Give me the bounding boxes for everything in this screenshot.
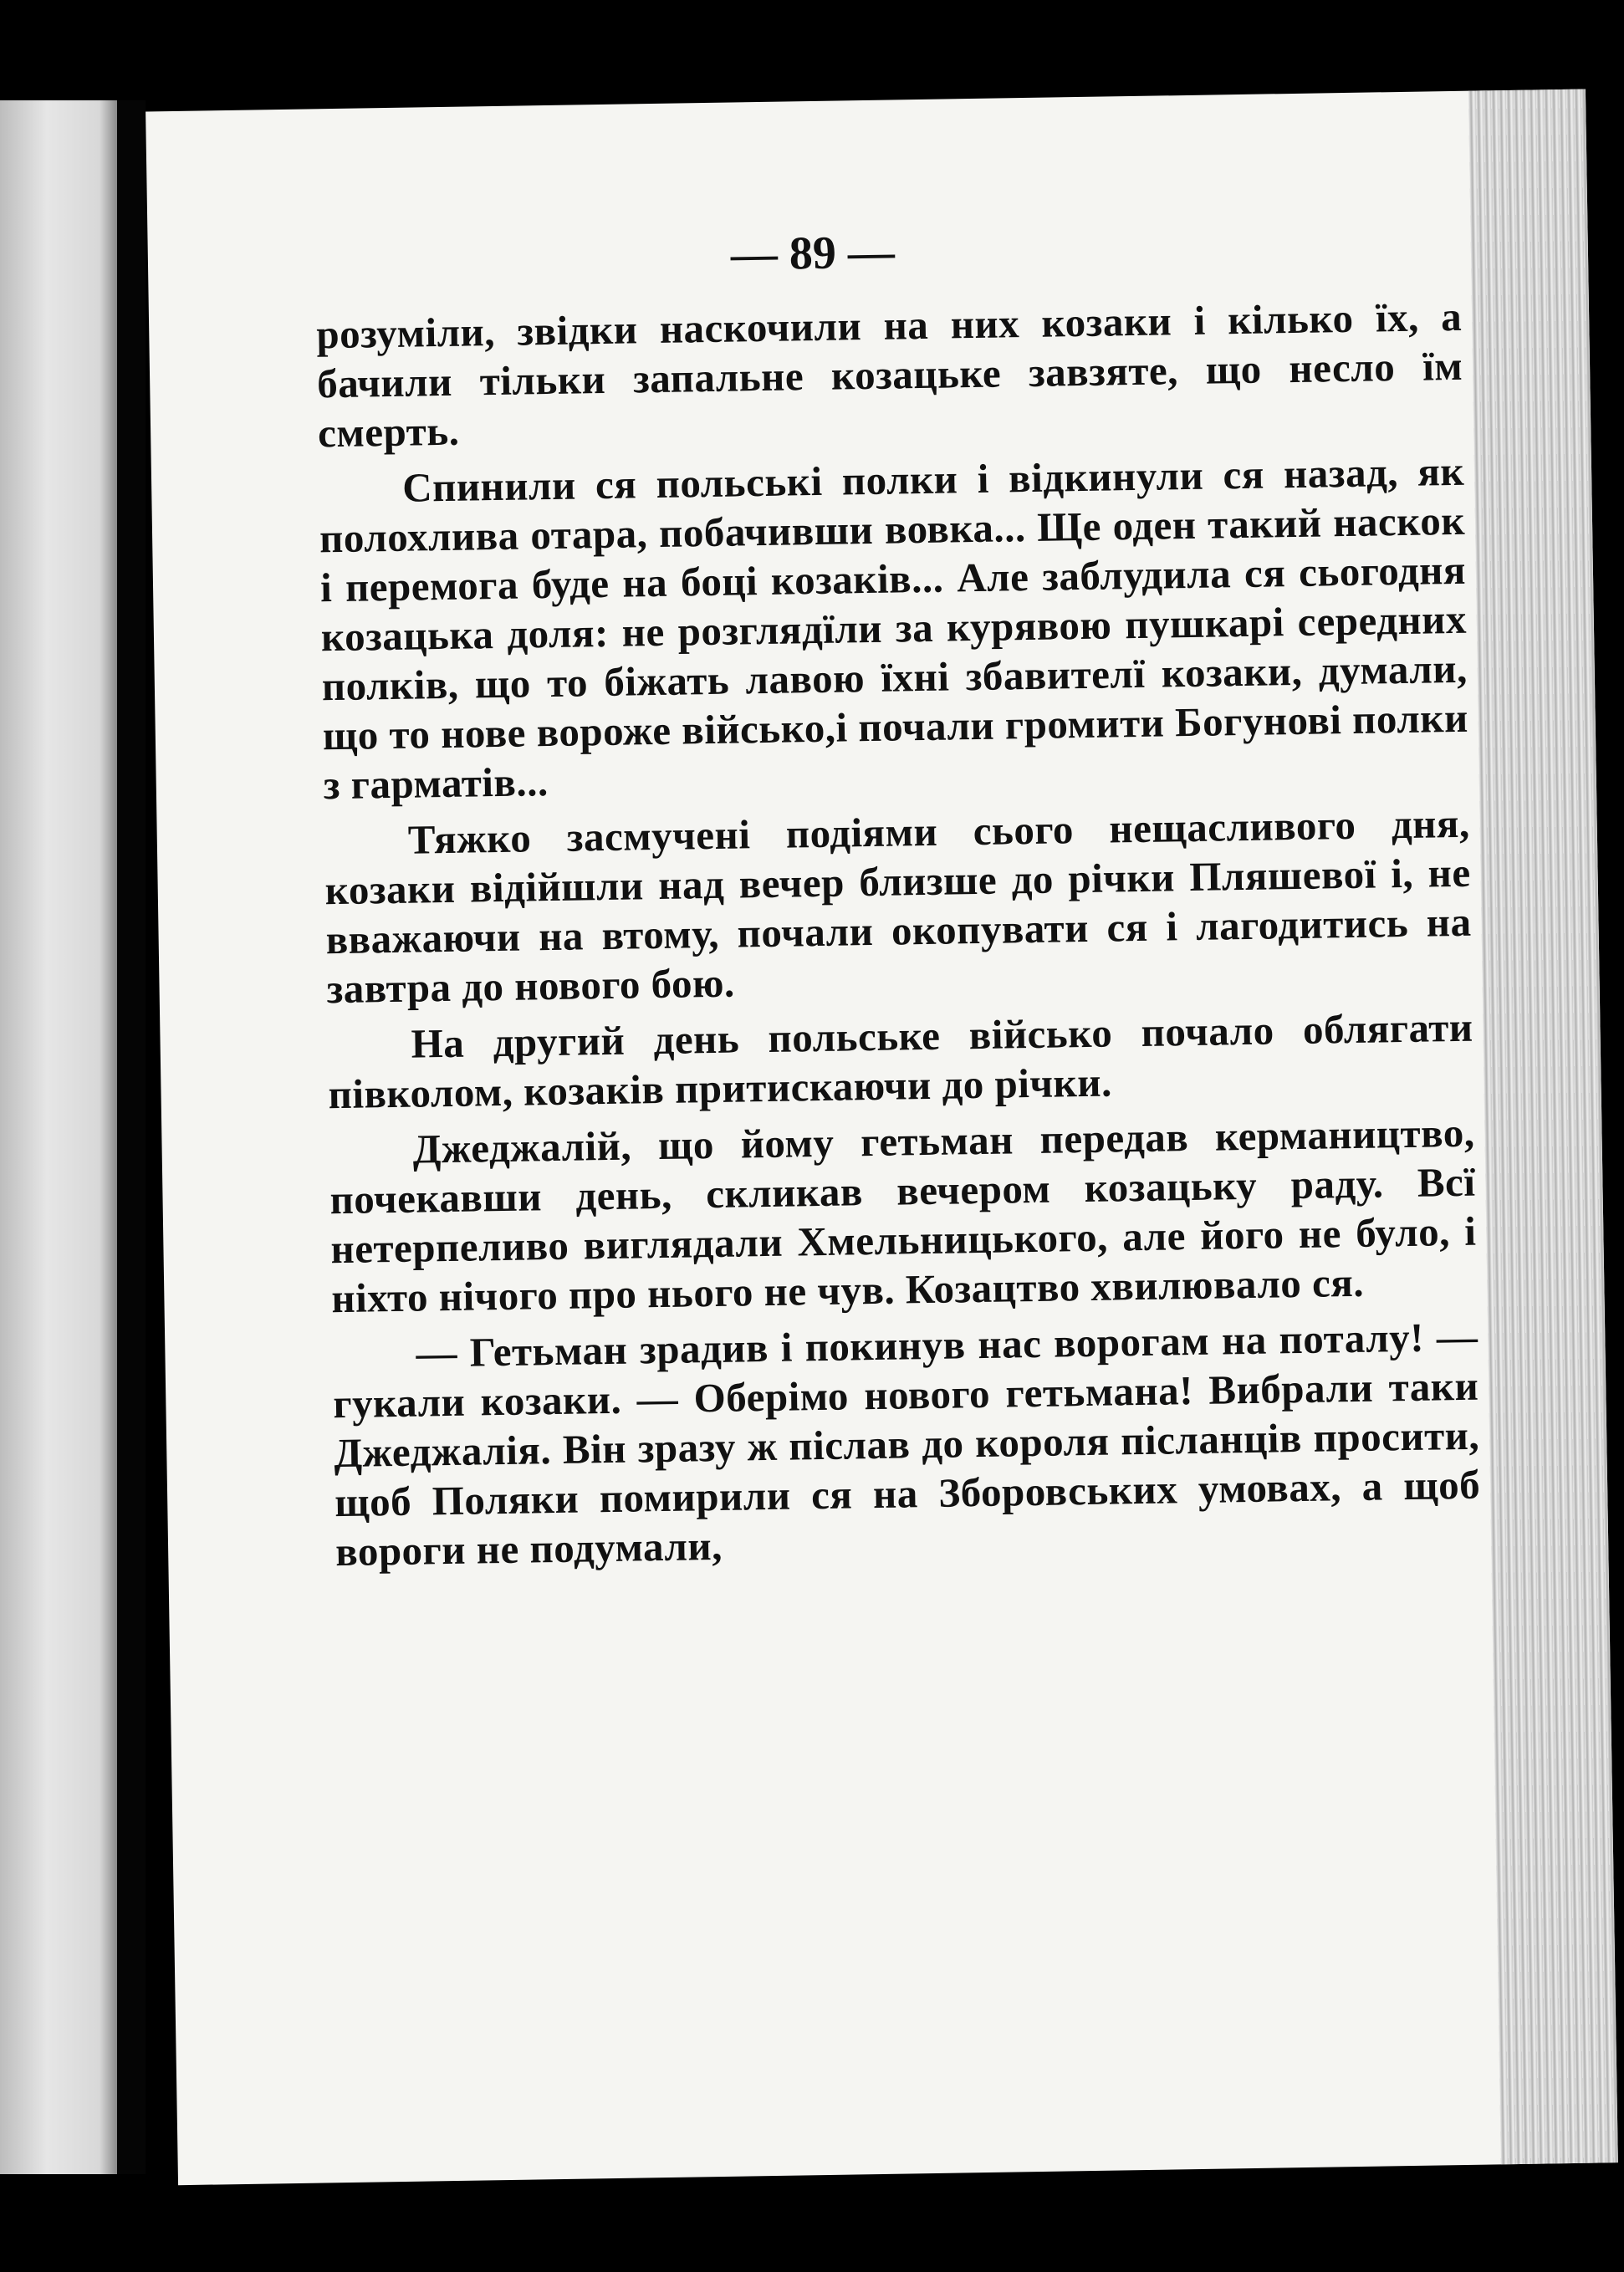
previous-page-edge <box>0 100 117 2174</box>
paragraph: Джеджалій, що йому гетьман передав кермаництво, почекавши день, скликав вечером козацьку раду. Всї нетерпеливо виглядали Хмельницького, але його не було, і ніхто нічого про нього не чув. Козацтво хвилювало ся. <box>329 1109 1477 1322</box>
page-text <box>316 292 1482 1583</box>
paragraph: Спинили ся польські полки і відкинули ся назад, як полохлива отара, побачивши вовка... Ще оден такий наскок і перемога буде на боці козаків... Але заблудила ся сьогодня козацька доля: не розглядїли за курявою пушкарі середних полків, що то біжать лавою їхні збавителї козаки, думали, що то нове вороже військо,і почали громити Богунові полки з гарматів... <box>319 447 1469 809</box>
paragraph: На другий день польське військо почало облягати півколом, козаків притискаючи до річки. <box>328 1003 1473 1118</box>
paragraph: Тяжко засмучені подіями сього нещасливого дня, козаки відійшли над вечер близше до річки Пляшевої і, не вважаючи на втому, почали окопувати ся і лагодитись на завтра до нового бою. <box>324 799 1472 1013</box>
book-spine <box>117 100 146 2174</box>
paragraph: розуміли, звідки наскочили на них козаки і кілько їх, а бачили тільки запальне козацьке завзяте, що несло їм смерть. <box>315 293 1463 457</box>
page-edge-shadow <box>1468 89 1618 2164</box>
book-page <box>146 89 1618 2185</box>
page-number: — 89 — <box>730 226 896 281</box>
paragraph: — Гетьман зрадив і покинув нас ворогам на поталу! — гукали козаки. — Оберімо нового гетьмана! Вибрали таки Джеджалія. Він зразу ж післав до короля післанців просити, щоб Поляки помирили ся на Зборовських умовах, а щоб вороги не подумали, <box>332 1313 1481 1575</box>
